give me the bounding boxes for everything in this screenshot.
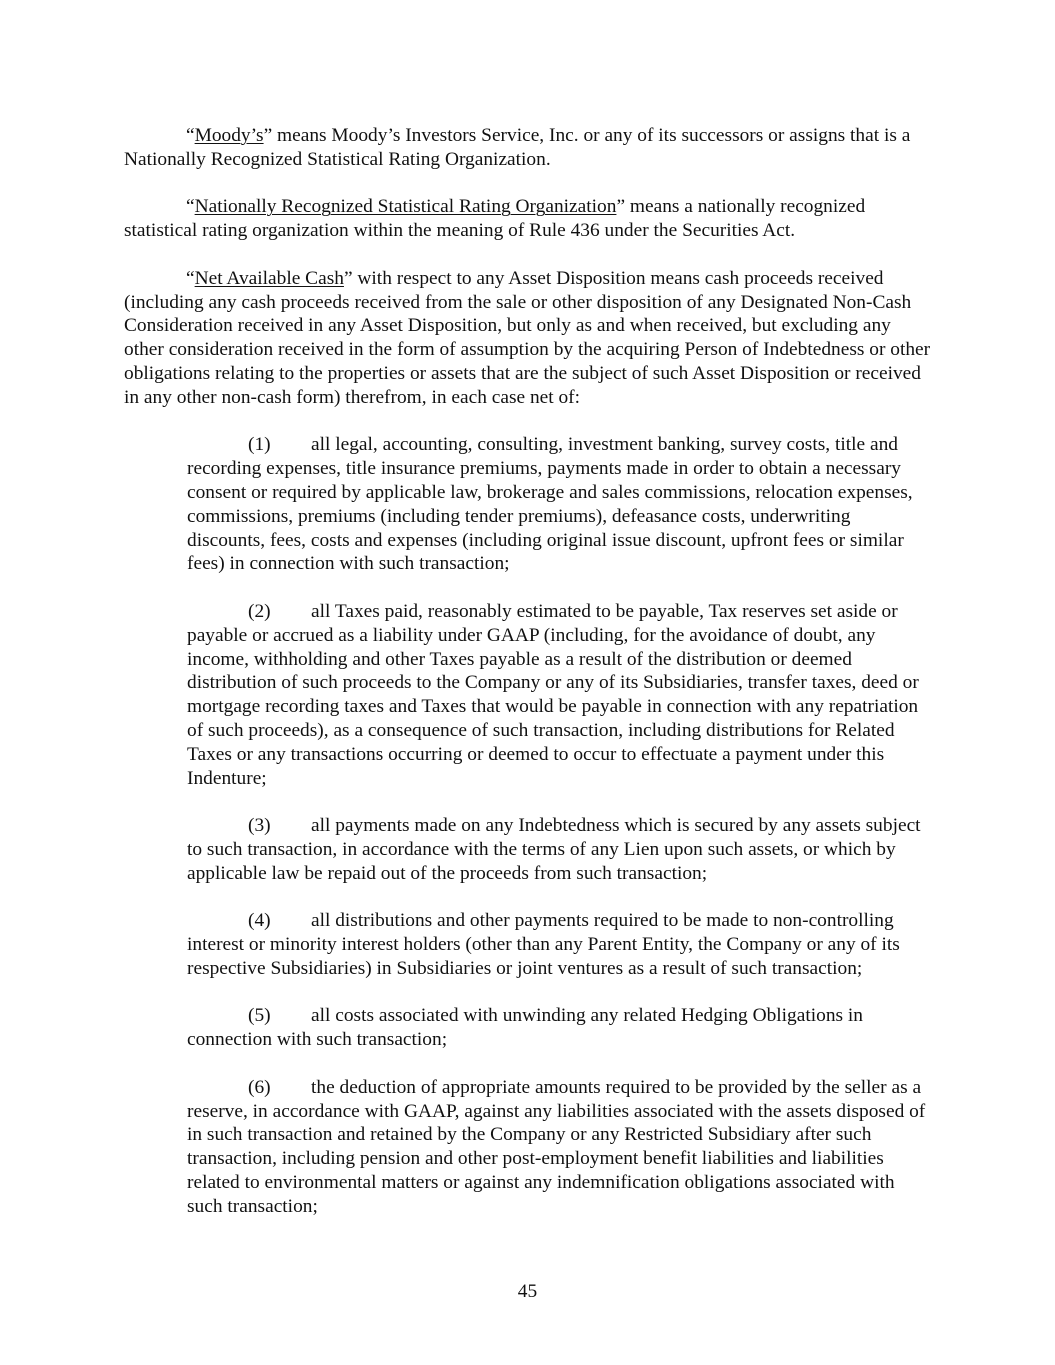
definition-moodys xyxy=(124,124,932,172)
list-item-6 xyxy=(187,1076,932,1219)
item-number: (4) xyxy=(248,910,271,932)
definition-net-available-cash xyxy=(124,267,932,410)
item-text: all Taxes paid, reasonably estimated to be payable, Tax reserves set aside or payable or accrued as a liability under GAAP (including, for the avoidance of doubt, any income, withholding and other Taxes payable as a result of the distribution or deemed distribution of such proceeds to the Company or any of its Subsidiaries, transfer taxes, deed or mortgage recording taxes and Taxes that would be payable in connection with any repatriation of such proceeds), as a consequence of such transaction, including distributions for Related Taxes or any transactions occurring or deemed to occur to effectuate a payment under this Indenture; xyxy=(187,600,919,789)
list-item-5 xyxy=(187,1004,932,1052)
item-number: (2) xyxy=(248,600,271,622)
close-quote: ” xyxy=(263,125,273,146)
open-quote: “ xyxy=(186,125,195,146)
close-quote: ” xyxy=(616,196,626,218)
open-quote: “ xyxy=(186,196,195,218)
open-quote: “ xyxy=(186,267,195,289)
item-number: (5) xyxy=(248,1005,271,1027)
list-item-4 xyxy=(187,909,932,980)
definition-text: means Moody’s Investors Service, Inc. or any of its successors or assigns that is a Nationally Recognized Statistical Rating Organization. xyxy=(124,125,911,170)
item-number: (3) xyxy=(248,815,271,837)
defined-term: Moody’s xyxy=(194,125,264,146)
page-number: 45 xyxy=(517,1281,538,1302)
item-text: all legal, accounting, consulting, investment banking, survey costs, title and recording expenses, title insurance premiums, payments made in order to obtain a necessary consent or required by applicable law, brokerage and sales commissions, relocation expenses, commissions, premiums (including tender premiums), defeasance costs, underwriting discounts, fees, costs and expenses (including original issue discount, upfront fees or similar fees) in connection with such transaction; xyxy=(187,434,913,575)
definition-text: means a nationally recognized statistical rating organization within the meaning of Rule 436 under the Securities Act. xyxy=(124,196,866,242)
close-quote: ” xyxy=(343,267,353,289)
item-text: all distributions and other payments required to be made to non-controlling interest or minority interest holders (other than any Parent Entity, the Company or any of its respective Subsidiaries) in Subsidiaries or joint ventures as a result of such transaction; xyxy=(187,910,900,979)
definition-nrsro xyxy=(124,195,932,243)
item-text: all payments made on any Indebtedness which is secured by any assets subject to such transaction, in accordance with the terms of any Lien upon such assets, or which by applicable law be repaid out of the proceeds from such transaction; xyxy=(187,815,921,884)
item-text: all costs associated with unwinding any related Hedging Obligations in connection with such transaction; xyxy=(187,1005,863,1051)
list-item-1 xyxy=(187,433,932,576)
defined-term: Nationally Recognized Statistical Rating Organization xyxy=(194,196,617,218)
document-page xyxy=(124,124,932,1242)
item-text: the deduction of appropriate amounts required to be provided by the seller as a reserve, in accordance with GAAP, against any liabilities associated with the assets disposed of in such transaction and retained by the Company or any Restricted Subsidiary after such transaction, including pension and other post-employment benefit liabilities and liabilities related to environmental matters or against any indemnification obligations associated with such transaction; xyxy=(187,1076,926,1217)
list-item-3 xyxy=(187,814,932,885)
definition-text: with respect to any Asset Disposition means cash proceeds received (including any cash proceeds received from the sale or other disposition of any Designated Non-Cash Consideration received in any Asset Disposition, but only as and when received, but excluding any other consideration received in the form of assumption by the acquiring Person of Indebtedness or other obligations relating to the properties or assets that are the subject of such Asset Disposition or received in any other non-cash form) therefrom, in each case net of: xyxy=(124,267,931,408)
item-number: (1) xyxy=(248,434,271,456)
item-number: (6) xyxy=(248,1076,271,1098)
defined-term: Net Available Cash xyxy=(194,267,344,289)
list-item-2 xyxy=(187,600,932,790)
